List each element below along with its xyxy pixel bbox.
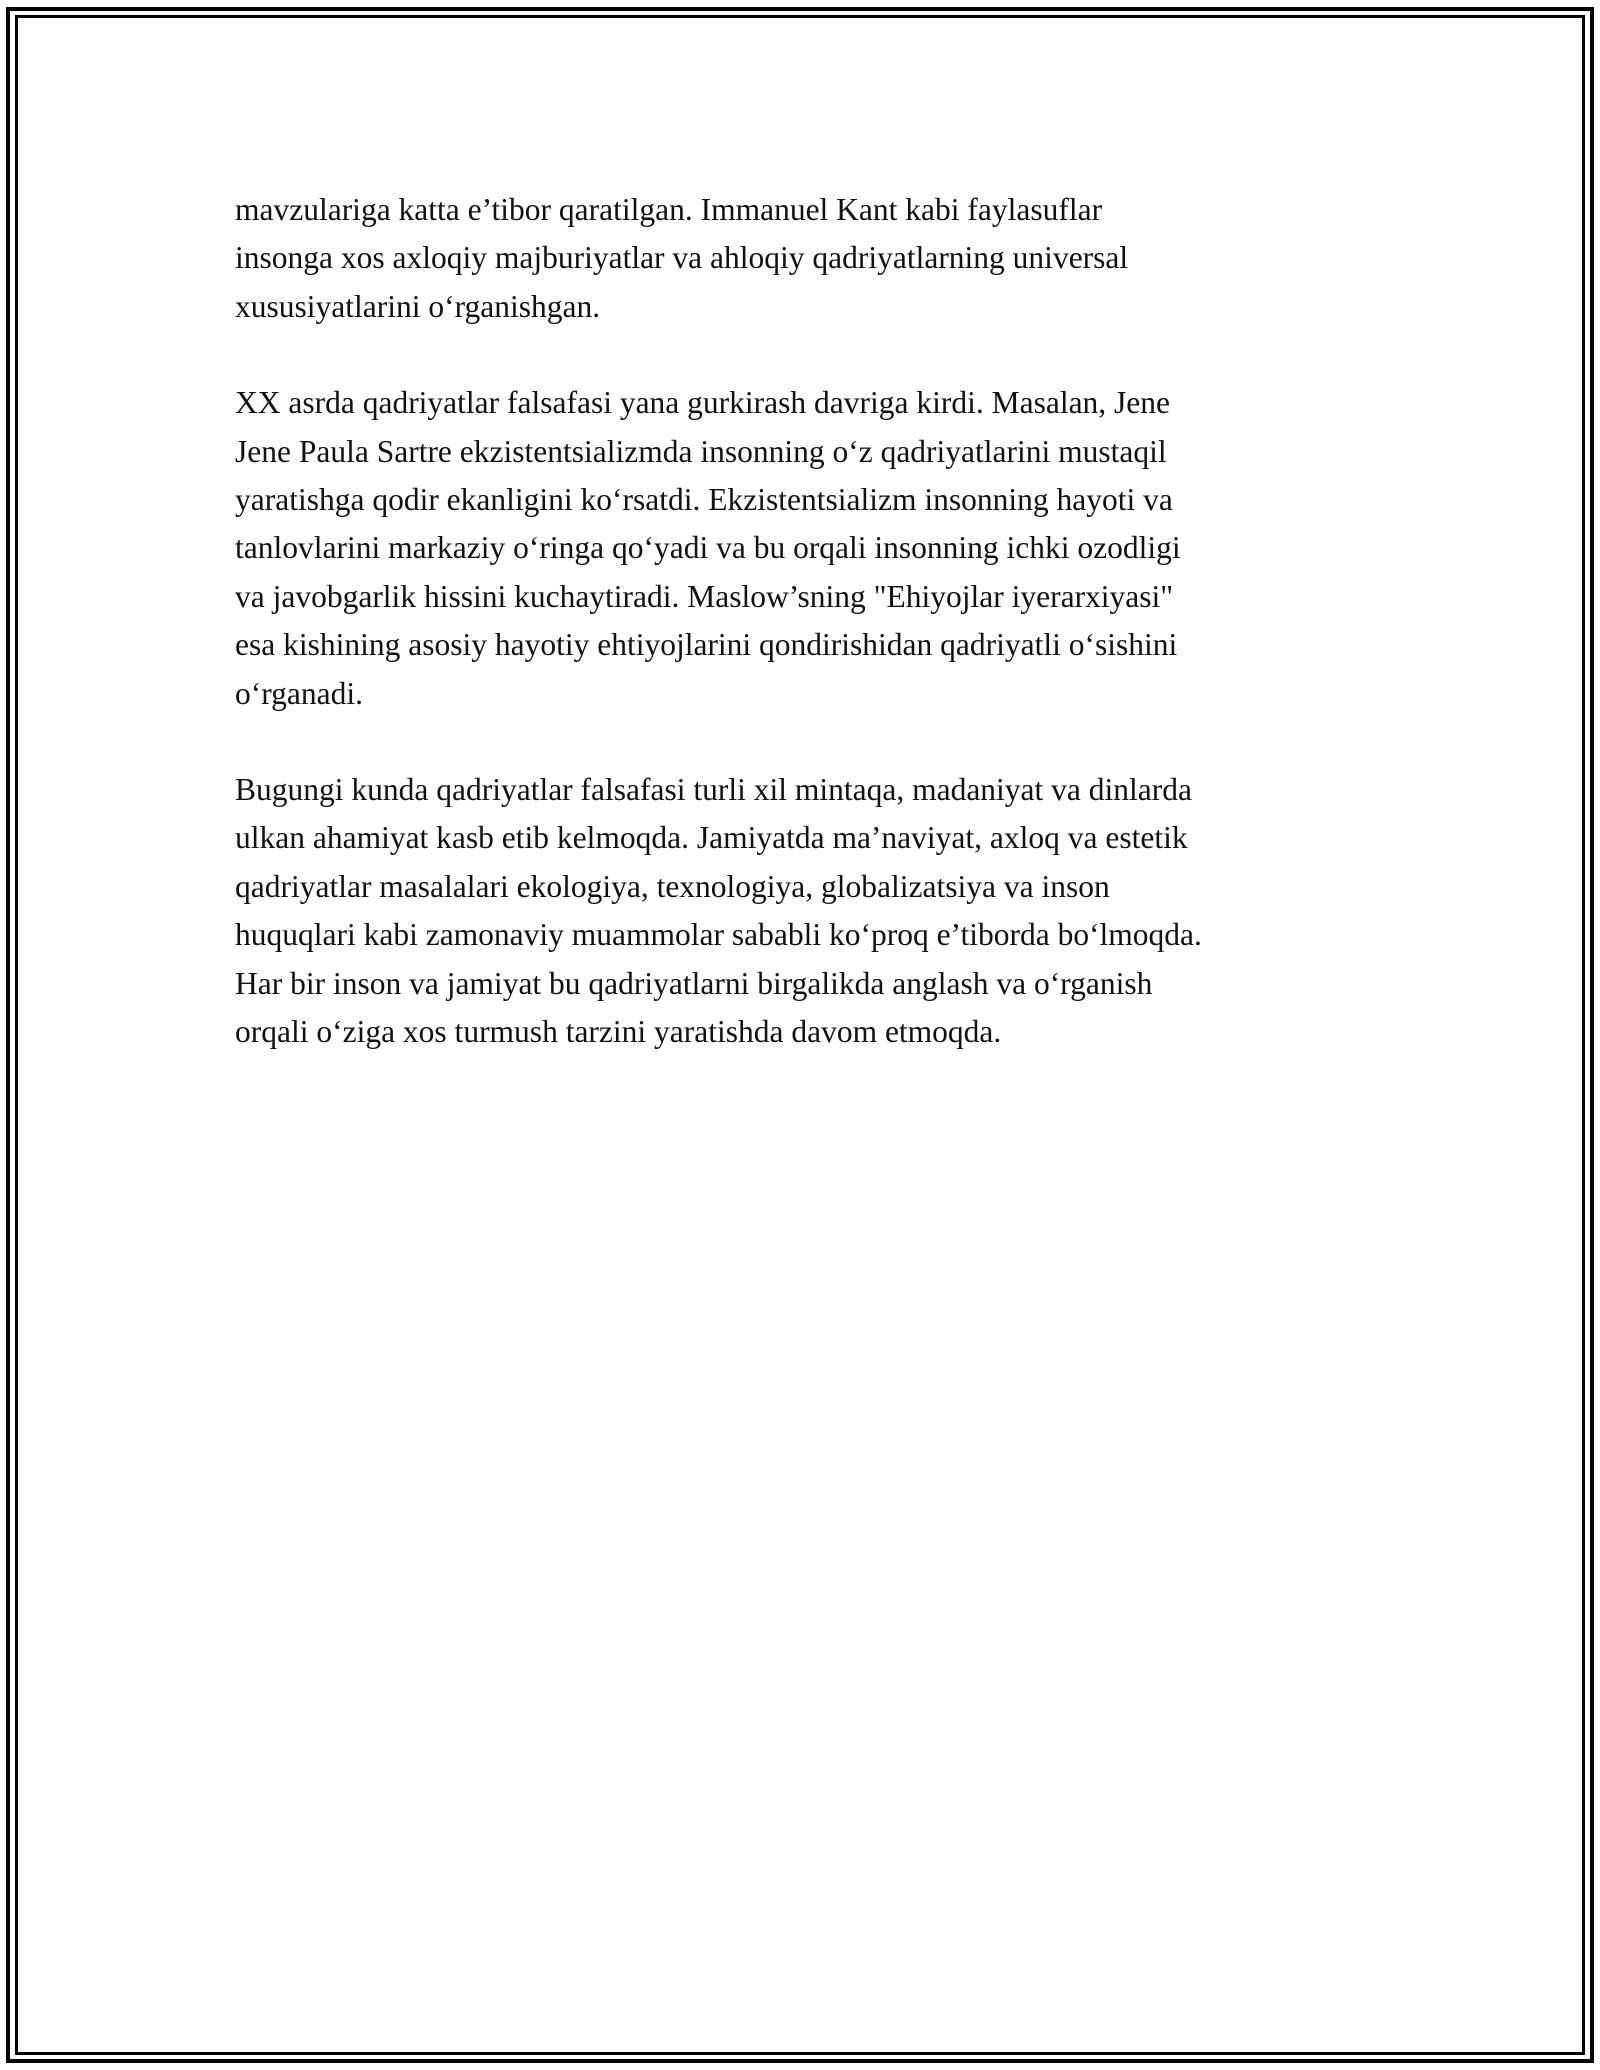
text-line: orqali o‘ziga xos turmush tarzini yaratishda davom etmoqda. bbox=[235, 1014, 1002, 1050]
text-line: huquqlari kabi zamonaviy muammolar sababli ko‘proq e’tiborda bo‘lmoqda. bbox=[235, 917, 1202, 953]
text-line: qadriyatlar masalalari ekologiya, texnologiya, globalizatsiya va inson bbox=[235, 868, 1110, 904]
text-line: ulkan ahamiyat kasb etib kelmoqda. Jamiyatda ma’naviyat, axloq va estetik bbox=[235, 820, 1188, 856]
text-line: Jene Paula Sartre ekzistentsializmda insonning o‘z qadriyatlarini mustaqil bbox=[235, 433, 1167, 469]
paragraph bbox=[235, 379, 1375, 718]
text-line: Bugungi kunda qadriyatlar falsafasi turli xil mintaqa, madaniyat va dinlarda bbox=[235, 772, 1192, 808]
text-line: mavzulariga katta e’tibor qaratilgan. Immanuel Kant kabi faylasuflar bbox=[235, 192, 1103, 227]
text-line: Har bir inson va jamiyat bu qadriyatlarni birgalikda anglash va o‘rganish bbox=[235, 965, 1153, 1001]
text-line: yaratishga qodir ekanligini ko‘rsatdi. Ekzistentsializm insonning hayoti va bbox=[235, 482, 1173, 518]
paragraph bbox=[235, 186, 1375, 331]
text-line: o‘rganadi. bbox=[235, 675, 363, 711]
text-line: insonga xos axloqiy majburiyatlar va ahloqiy qadriyatlarning universal bbox=[235, 240, 1129, 276]
paragraph bbox=[235, 766, 1375, 1056]
text-line: XX asrda qadriyatlar falsafasi yana gurkirash davriga kirdi. Masalan, Jene bbox=[235, 385, 1171, 421]
text-line: va javobgarlik hissini kuchaytiradi. Maslow’sning "Ehiyojlar iyerarxiyasi" bbox=[235, 578, 1174, 614]
text-line: esa kishining asosiy hayotiy ehtiyojlarini qondirishidan qadriyatli o‘sishini bbox=[235, 627, 1178, 663]
text-line: tanlovlarini markaziy o‘ringa qo‘yadi va bu orqali insonning ichki ozodligi bbox=[235, 530, 1181, 566]
document-body bbox=[235, 186, 1375, 1105]
text-line: xususiyatlarini o‘rganishgan. bbox=[235, 288, 601, 324]
